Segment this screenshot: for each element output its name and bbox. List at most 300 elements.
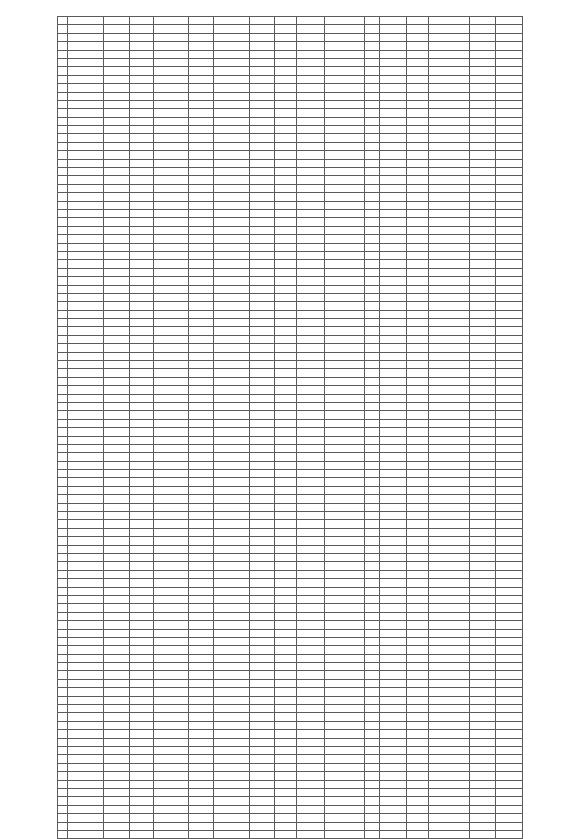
table-cell <box>496 730 523 738</box>
table-cell <box>297 705 325 713</box>
table-cell <box>104 696 130 704</box>
table-cell <box>325 679 365 687</box>
table-cell <box>297 537 325 545</box>
table-cell <box>380 142 407 150</box>
table-cell <box>380 830 407 838</box>
table-cell <box>250 218 275 226</box>
table-cell <box>58 654 68 662</box>
table-cell <box>189 235 214 243</box>
table-cell <box>325 293 365 301</box>
table-cell <box>297 58 325 66</box>
table-cell <box>407 327 429 335</box>
table-cell <box>429 251 470 259</box>
table-cell <box>214 746 250 754</box>
table-row <box>58 126 523 134</box>
table-cell <box>189 159 214 167</box>
table-cell <box>130 453 154 461</box>
table-cell <box>365 772 380 780</box>
table-cell <box>250 646 275 654</box>
table-cell <box>214 168 250 176</box>
table-cell <box>214 730 250 738</box>
table-cell <box>68 193 104 201</box>
table-cell <box>365 545 380 553</box>
table-cell <box>407 117 429 125</box>
table-cell <box>496 587 523 595</box>
table-row <box>58 537 523 545</box>
table-cell <box>154 386 189 394</box>
table-cell <box>275 663 297 671</box>
table-cell <box>365 646 380 654</box>
table-cell <box>250 394 275 402</box>
table-cell <box>250 134 275 142</box>
table-cell <box>407 394 429 402</box>
table-cell <box>429 293 470 301</box>
table-cell <box>325 193 365 201</box>
table-cell <box>407 705 429 713</box>
table-cell <box>130 193 154 201</box>
table-cell <box>470 67 496 75</box>
table-cell <box>189 637 214 645</box>
table-cell <box>130 520 154 528</box>
table-cell <box>58 176 68 184</box>
table-cell <box>58 277 68 285</box>
table-cell <box>130 218 154 226</box>
table-cell <box>470 335 496 343</box>
table-cell <box>214 763 250 771</box>
table-cell <box>250 663 275 671</box>
table-cell <box>104 772 130 780</box>
table-cell <box>325 688 365 696</box>
table-cell <box>154 218 189 226</box>
table-cell <box>68 402 104 410</box>
table-cell <box>380 419 407 427</box>
table-cell <box>365 461 380 469</box>
table-cell <box>380 402 407 410</box>
table-cell <box>275 705 297 713</box>
table-cell <box>429 428 470 436</box>
table-cell <box>189 319 214 327</box>
table-cell <box>275 369 297 377</box>
table-cell <box>496 235 523 243</box>
table-cell <box>275 520 297 528</box>
table-cell <box>325 176 365 184</box>
table-cell <box>297 772 325 780</box>
table-cell <box>325 218 365 226</box>
table-cell <box>154 226 189 234</box>
table-cell <box>154 184 189 192</box>
table-row <box>58 319 523 327</box>
table-cell <box>380 797 407 805</box>
table-cell <box>58 822 68 830</box>
table-row <box>58 696 523 704</box>
table-cell <box>297 394 325 402</box>
table-cell <box>297 797 325 805</box>
table-cell <box>470 25 496 33</box>
table-cell <box>407 453 429 461</box>
table-cell <box>380 201 407 209</box>
table-cell <box>250 419 275 427</box>
table-cell <box>407 604 429 612</box>
table-cell <box>104 218 130 226</box>
table-cell <box>496 126 523 134</box>
table-cell <box>130 302 154 310</box>
table-cell <box>470 705 496 713</box>
table-cell <box>496 495 523 503</box>
table-cell <box>429 629 470 637</box>
table-cell <box>380 251 407 259</box>
table-cell <box>297 243 325 251</box>
table-cell <box>68 604 104 612</box>
table-cell <box>68 17 104 25</box>
table-cell <box>68 663 104 671</box>
table-cell <box>407 797 429 805</box>
table-cell <box>189 621 214 629</box>
table-cell <box>365 520 380 528</box>
table-cell <box>297 461 325 469</box>
table-cell <box>325 528 365 536</box>
table-cell <box>250 545 275 553</box>
table-cell <box>214 126 250 134</box>
table-row <box>58 285 523 293</box>
table-cell <box>250 696 275 704</box>
table-cell <box>429 444 470 452</box>
table-cell <box>250 277 275 285</box>
table-cell <box>470 679 496 687</box>
table-cell <box>214 444 250 452</box>
table-cell <box>68 100 104 108</box>
table-cell <box>130 428 154 436</box>
table-cell <box>68 168 104 176</box>
table-cell <box>154 58 189 66</box>
table-cell <box>250 84 275 92</box>
table-cell <box>130 512 154 520</box>
table-row <box>58 604 523 612</box>
table-row <box>58 226 523 234</box>
table-cell <box>104 352 130 360</box>
table-cell <box>325 251 365 259</box>
table-cell <box>325 612 365 620</box>
table-row <box>58 545 523 553</box>
table-cell <box>214 520 250 528</box>
table-cell <box>470 142 496 150</box>
table-cell <box>154 319 189 327</box>
table-cell <box>58 663 68 671</box>
table-cell <box>250 260 275 268</box>
table-cell <box>214 218 250 226</box>
table-cell <box>496 134 523 142</box>
table-cell <box>214 50 250 58</box>
table-cell <box>189 814 214 822</box>
table-cell <box>365 621 380 629</box>
table-cell <box>365 444 380 452</box>
table-cell <box>189 58 214 66</box>
table-cell <box>380 788 407 796</box>
table-cell <box>250 302 275 310</box>
table-cell <box>297 646 325 654</box>
table-cell <box>365 293 380 301</box>
table-cell <box>58 780 68 788</box>
table-cell <box>297 117 325 125</box>
table-cell <box>429 235 470 243</box>
table-cell <box>297 352 325 360</box>
table-cell <box>189 117 214 125</box>
table-cell <box>58 621 68 629</box>
table-cell <box>104 109 130 117</box>
table-cell <box>297 268 325 276</box>
table-cell <box>68 587 104 595</box>
table-cell <box>407 243 429 251</box>
table-cell <box>58 453 68 461</box>
table-cell <box>365 201 380 209</box>
table-cell <box>68 344 104 352</box>
table-cell <box>214 805 250 813</box>
table-cell <box>407 402 429 410</box>
table-cell <box>154 25 189 33</box>
table-cell <box>214 671 250 679</box>
table-cell <box>470 671 496 679</box>
table-cell <box>325 671 365 679</box>
table-cell <box>275 168 297 176</box>
table-cell <box>365 637 380 645</box>
table-row <box>58 688 523 696</box>
table-cell <box>68 554 104 562</box>
table-cell <box>130 637 154 645</box>
table-cell <box>189 33 214 41</box>
table-cell <box>496 696 523 704</box>
table-cell <box>68 428 104 436</box>
table-cell <box>380 100 407 108</box>
table-cell <box>104 780 130 788</box>
table-cell <box>214 386 250 394</box>
table-cell <box>130 344 154 352</box>
table-cell <box>365 562 380 570</box>
table-cell <box>429 671 470 679</box>
table-cell <box>325 411 365 419</box>
table-cell <box>250 537 275 545</box>
table-cell <box>429 788 470 796</box>
table-cell <box>58 579 68 587</box>
table-cell <box>104 184 130 192</box>
table-cell <box>297 109 325 117</box>
table-cell <box>58 386 68 394</box>
table-cell <box>104 654 130 662</box>
table-cell <box>297 100 325 108</box>
table-cell <box>297 285 325 293</box>
table-cell <box>496 738 523 746</box>
table-cell <box>154 402 189 410</box>
table-cell <box>104 721 130 729</box>
table-cell <box>429 218 470 226</box>
table-cell <box>380 470 407 478</box>
table-cell <box>250 587 275 595</box>
table-cell <box>154 755 189 763</box>
table-cell <box>104 335 130 343</box>
table-cell <box>130 461 154 469</box>
table-cell <box>470 830 496 838</box>
table-cell <box>407 92 429 100</box>
table-cell <box>104 92 130 100</box>
table-cell <box>130 402 154 410</box>
table-cell <box>250 319 275 327</box>
table-cell <box>325 755 365 763</box>
table-cell <box>380 319 407 327</box>
table-cell <box>130 646 154 654</box>
table-cell <box>407 168 429 176</box>
table-cell <box>104 411 130 419</box>
table-cell <box>365 587 380 595</box>
table-cell <box>214 75 250 83</box>
table-cell <box>189 218 214 226</box>
table-cell <box>58 730 68 738</box>
table-cell <box>104 746 130 754</box>
table-cell <box>189 545 214 553</box>
table-cell <box>189 562 214 570</box>
table-cell <box>429 168 470 176</box>
table-cell <box>130 352 154 360</box>
table-cell <box>68 411 104 419</box>
table-cell <box>380 461 407 469</box>
table-cell <box>470 654 496 662</box>
table-cell <box>154 453 189 461</box>
table-cell <box>154 478 189 486</box>
table-cell <box>380 302 407 310</box>
table-cell <box>275 176 297 184</box>
table-cell <box>380 218 407 226</box>
table-cell <box>189 721 214 729</box>
table-cell <box>214 503 250 511</box>
table-cell <box>470 663 496 671</box>
table-cell <box>470 797 496 805</box>
table-cell <box>470 461 496 469</box>
table-cell <box>297 25 325 33</box>
table-cell <box>325 402 365 410</box>
table-cell <box>154 696 189 704</box>
table-cell <box>365 226 380 234</box>
table-cell <box>325 285 365 293</box>
table-cell <box>470 319 496 327</box>
table-cell <box>214 243 250 251</box>
table-cell <box>297 126 325 134</box>
table-cell <box>214 612 250 620</box>
table-cell <box>496 386 523 394</box>
table-cell <box>250 721 275 729</box>
table-cell <box>189 595 214 603</box>
table-cell <box>68 369 104 377</box>
table-cell <box>154 151 189 159</box>
table-cell <box>104 621 130 629</box>
table-cell <box>250 33 275 41</box>
table-cell <box>365 168 380 176</box>
table-cell <box>275 352 297 360</box>
table-cell <box>58 419 68 427</box>
table-cell <box>250 503 275 511</box>
table-cell <box>380 486 407 494</box>
table-cell <box>365 193 380 201</box>
table-cell <box>429 277 470 285</box>
table-cell <box>154 251 189 259</box>
table-cell <box>470 134 496 142</box>
table-cell <box>297 696 325 704</box>
table-cell <box>214 193 250 201</box>
table-cell <box>250 629 275 637</box>
table-row <box>58 117 523 125</box>
table-cell <box>496 780 523 788</box>
table-cell <box>214 394 250 402</box>
table-cell <box>429 780 470 788</box>
table-cell <box>429 386 470 394</box>
table-cell <box>275 805 297 813</box>
table-cell <box>154 142 189 150</box>
table-cell <box>429 679 470 687</box>
table-cell <box>470 495 496 503</box>
table-row <box>58 159 523 167</box>
table-cell <box>154 352 189 360</box>
table-cell <box>130 629 154 637</box>
table-cell <box>68 419 104 427</box>
table-cell <box>130 814 154 822</box>
table-cell <box>470 151 496 159</box>
table-cell <box>496 226 523 234</box>
table-cell <box>429 696 470 704</box>
table-cell <box>470 738 496 746</box>
table-cell <box>189 268 214 276</box>
table-cell <box>250 235 275 243</box>
table-cell <box>154 176 189 184</box>
table-cell <box>189 310 214 318</box>
table-row <box>58 201 523 209</box>
table-cell <box>365 411 380 419</box>
table-cell <box>58 495 68 503</box>
table-cell <box>325 319 365 327</box>
table-cell <box>496 243 523 251</box>
table-cell <box>250 595 275 603</box>
table-cell <box>365 705 380 713</box>
table-cell <box>407 377 429 385</box>
table-cell <box>297 411 325 419</box>
table-cell <box>214 369 250 377</box>
table-cell <box>250 411 275 419</box>
table-cell <box>470 570 496 578</box>
table-cell <box>297 151 325 159</box>
table-cell <box>275 260 297 268</box>
table-cell <box>154 235 189 243</box>
table-cell <box>365 814 380 822</box>
table-cell <box>429 528 470 536</box>
table-cell <box>68 335 104 343</box>
table-cell <box>189 302 214 310</box>
table-cell <box>130 503 154 511</box>
table-cell <box>214 696 250 704</box>
table-cell <box>496 184 523 192</box>
table-cell <box>297 688 325 696</box>
table-cell <box>407 319 429 327</box>
table-cell <box>68 746 104 754</box>
table-cell <box>407 235 429 243</box>
table-cell <box>496 646 523 654</box>
table-cell <box>325 554 365 562</box>
table-cell <box>104 327 130 335</box>
table-cell <box>470 436 496 444</box>
table-cell <box>297 142 325 150</box>
table-cell <box>325 134 365 142</box>
table-cell <box>380 42 407 50</box>
table-cell <box>130 419 154 427</box>
table-cell <box>380 109 407 117</box>
table-cell <box>275 612 297 620</box>
table-cell <box>470 209 496 217</box>
table-cell <box>297 436 325 444</box>
table-cell <box>297 822 325 830</box>
